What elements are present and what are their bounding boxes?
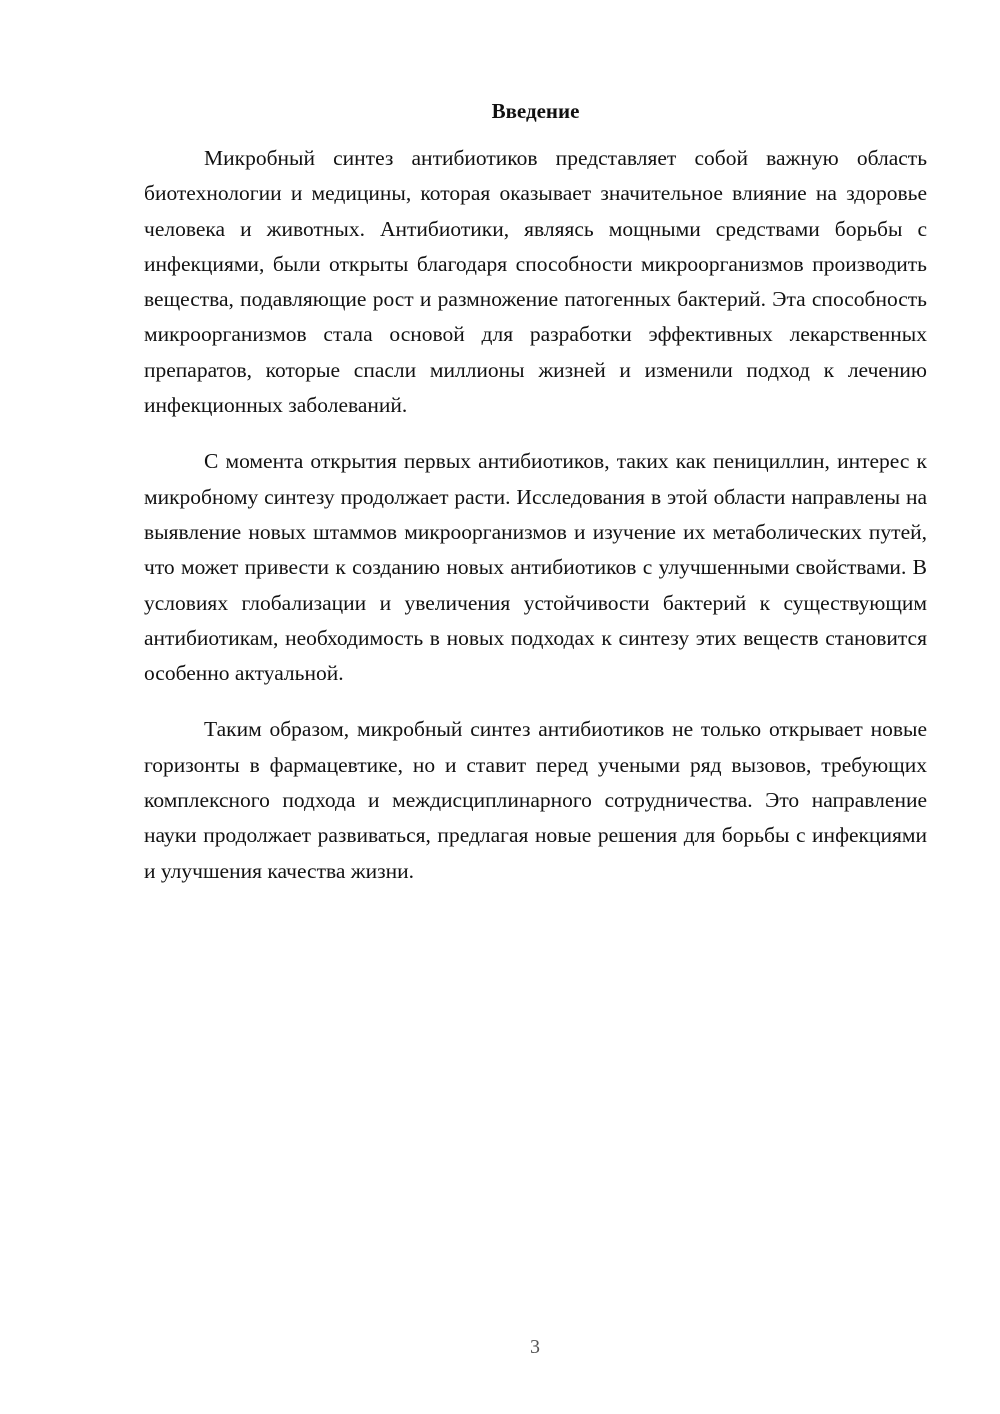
body-text xyxy=(144,141,927,910)
paragraph-1: Микробный синтез антибиотиков представляет собой важную область биотехнологии и медицины, которая оказывает значительное влияние на здоровье человека и животных. Антибиотики, являясь мощными средствами борьбы с инфекциями, были открыты благодаря способности микроорганизмов производить вещества, подавляющие рост и размножение патогенных бактерий. Эта способность микроорганизмов стала основой для разработки эффективных лекарственных препаратов, которые спасли миллионы жизней и изменили подход к лечению инфекционных заболеваний. xyxy=(144,146,927,418)
page-number: 3 xyxy=(530,1336,540,1358)
paragraph-2: С момента открытия первых антибиотиков, таких как пенициллин, интерес к микробному синтезу продолжает расти. Исследования в этой области направлены на выявление новых штаммов микроорганизмов и изучение их метаболических путей, что может привести к созданию новых антибиотиков с улучшенными свойствами. В условиях глобализации и увеличения устойчивости бактерий к существующим антибиотикам, необходимость в новых подходах к синтезу этих веществ становится особенно актуальной. xyxy=(144,449,927,686)
paragraph-3: Таким образом, микробный синтез антибиотиков не только открывает новые горизонты в фармацевтике, но и ставит перед учеными ряд вызовов, требующих комплексного подхода и междисциплинарного сотрудничества. Это направление науки продолжает развиваться, предлагая новые решения для борьбы с инфекциями и улучшения качества жизни. xyxy=(144,717,927,883)
page-title: Введение xyxy=(491,99,580,123)
